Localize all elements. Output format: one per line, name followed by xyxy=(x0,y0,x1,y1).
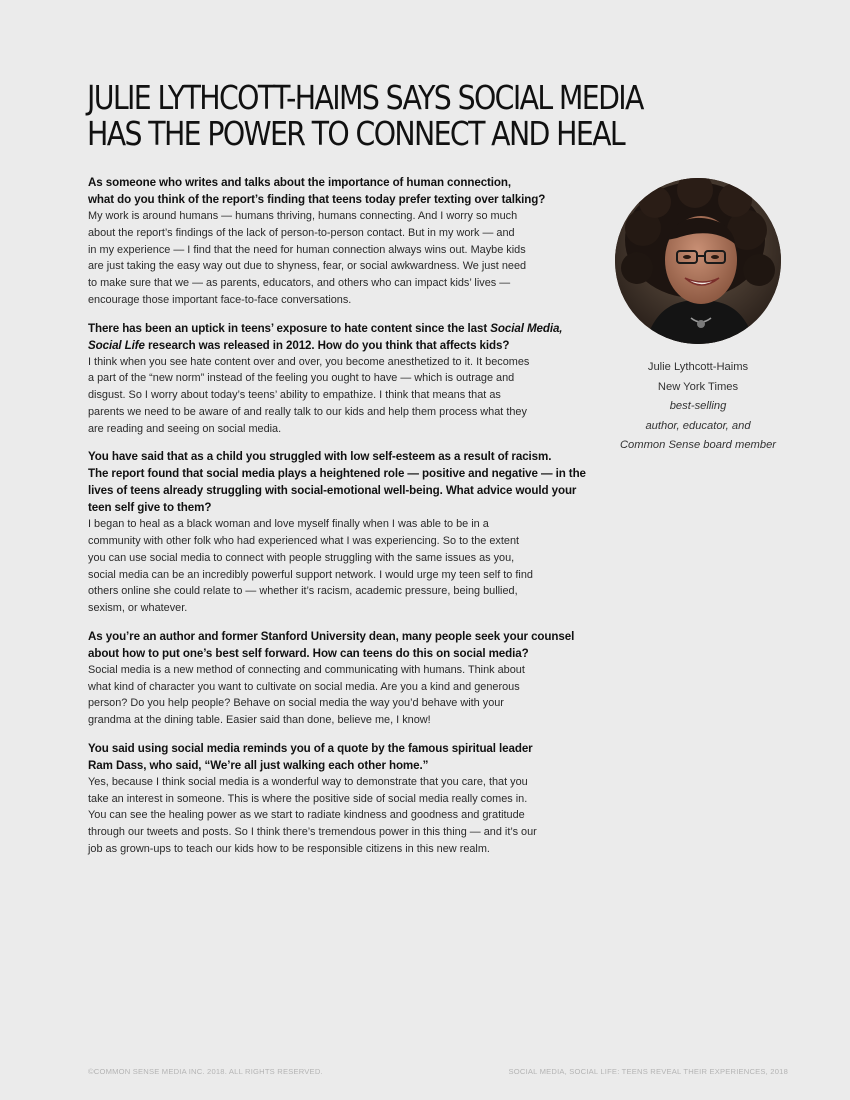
question-5-line: You said using social media reminds you of a quote by the famous spiritual leader xyxy=(88,741,533,755)
answer-1-line: in my experience — I find that the need for human connection always wins out. Maybe kids xyxy=(88,243,526,256)
answer-5-line: take an interest in someone. This is where the positive side of social media really comes in. xyxy=(88,792,528,805)
answer-1-line: to make sure that we — as parents, educators, and others who can impact kids’ lives — xyxy=(88,277,511,289)
page-title-line-2: HAS THE POWER TO CONNECT AND HEAL xyxy=(87,114,625,153)
question-3-line: teen self give to them? xyxy=(88,501,212,515)
answer-1-line: My work is around humans — humans thriving, humans connecting. And I worry so much xyxy=(88,210,518,222)
qa-block-4 xyxy=(88,628,574,729)
answer-4-line: Social media is a new method of connecting and communicating with humans. Think about xyxy=(88,663,525,676)
answer-3-line: others online she could relate to — whether it’s racism, academic pressure, being bullied, xyxy=(88,585,518,598)
portrait-photo xyxy=(615,178,781,344)
answer-4-line: grandma at the dining table. Easier said than done, believe me, I know! xyxy=(88,714,431,726)
question-2-text: research was released in 2012. How do you think that affects kids? xyxy=(144,338,510,352)
footer-copyright: ©COMMON SENSE MEDIA INC. 2018. ALL RIGHTS RESERVED. xyxy=(88,1067,323,1076)
caption-italic: Common Sense board member xyxy=(619,439,777,452)
question-1-line: what do you think of the report’s finding that teens today prefer texting over talking? xyxy=(88,193,546,206)
answer-4 xyxy=(88,662,574,729)
answer-5-line: Yes, because I think social media is a wonderful way to demonstrate that you care, that you xyxy=(88,775,528,788)
footer-report-title: SOCIAL MEDIA, SOCIAL LIFE: TEENS REVEAL THEIR EXPERIENCES, 2018 xyxy=(508,1067,788,1076)
caption-line xyxy=(598,436,798,456)
caption-line xyxy=(598,378,798,417)
answer-3-line: community with other folk who had experienced what I was experiencing. So to the extent xyxy=(88,535,520,547)
answer-1-line: are just taking the easy way out due to shyness, fear, or social awkwardness. We just need xyxy=(88,260,527,273)
answer-5-line: through our tweets and posts. So I think there’s tremendous power in this thing — and it’s our xyxy=(88,826,537,838)
question-1 xyxy=(88,174,574,208)
answer-2 xyxy=(88,354,574,438)
answer-4-line: what kind of character you want to cultivate on social media. Are you a kind and generous xyxy=(88,680,520,693)
page-title-line-1: JULIE LYTHCOTT-HAIMS SAYS SOCIAL MEDIA xyxy=(87,78,643,117)
answer-1-line: about the report’s findings of the lack of person-to-person contact. But in my work — and xyxy=(88,226,515,239)
answer-5-line: job as grown-ups to teach our kids how to be responsible citizens in this new realm. xyxy=(88,842,490,855)
qa-block-1 xyxy=(88,174,574,309)
caption-name: Julie Lythcott-Haims xyxy=(647,361,749,373)
caption-italic: best-selling xyxy=(669,400,727,413)
report-title-italic: Social Media, xyxy=(490,321,563,335)
question-4-line: As you’re an author and former Stanford University dean, many people seek your counsel xyxy=(88,629,575,643)
qa-block-5 xyxy=(88,740,574,858)
answer-5 xyxy=(88,774,574,858)
question-4-line: about how to put one’s best self forward. How can teens do this on social media? xyxy=(88,646,529,660)
answer-4-line: person? Do you help people? Behave on social media the way you’d behave with your xyxy=(88,697,504,710)
answer-3-line: sexism, or whatever. xyxy=(88,602,188,614)
qa-block-2 xyxy=(88,320,574,438)
question-4 xyxy=(88,628,574,662)
answer-2-line: I think when you see hate content over and over, you become anesthetized to it. It becomes xyxy=(88,355,530,368)
question-5 xyxy=(88,740,574,774)
portrait-caption xyxy=(598,358,798,456)
answer-1-line: encourage those important face-to-face conversations. xyxy=(88,293,352,306)
answer-2-line: a part of the “new norm” instead of the feeling you ought to have — which is outrage and xyxy=(88,372,515,385)
question-3-line: lives of teens already struggling with social-emotional well-being. What advice would your xyxy=(88,484,577,498)
portrait-illustration xyxy=(615,178,781,344)
question-2-text: There has been an uptick in teens’ exposure to hate content since the last xyxy=(88,321,491,335)
caption-line xyxy=(598,417,798,437)
answer-2-line: disgust. So I worry about today’s teens’ ability to empathize. I think that means that as xyxy=(88,389,501,401)
page-title xyxy=(87,78,643,153)
answer-5-line: You can see the healing power as we start to radiate kindness and goodness and gratitude xyxy=(88,809,525,822)
qa-block-3 xyxy=(88,448,586,617)
answer-3 xyxy=(88,516,574,617)
question-3-line: You have said that as a child you struggled with low self-esteem as a result of racism. xyxy=(88,450,552,464)
answer-3-line: you can use social media to connect with people struggling with the same issues as you, xyxy=(88,551,515,564)
answer-3-line: I began to heal as a black woman and love myself finally when I was able to be in a xyxy=(88,518,489,531)
question-2-line xyxy=(88,320,574,337)
question-3-line: The report found that social media plays a heightened role — positive and negative — in the xyxy=(88,467,586,481)
interview xyxy=(88,174,586,869)
question-2-line xyxy=(88,337,574,354)
question-1-line: As someone who writes and talks about the importance of human connection, xyxy=(88,176,512,189)
answer-1 xyxy=(88,208,574,309)
answer-2-line: parents we need to be aware of and really talk to our kids and help them process what they xyxy=(88,405,527,418)
answer-3-line: social media can be an incredibly powerful support network. I would urge my teen self to find xyxy=(88,568,533,581)
caption-publication: New York Times xyxy=(657,380,739,393)
question-2 xyxy=(88,320,574,354)
answer-2-line: are reading and seeing on social media. xyxy=(88,422,282,435)
report-title-italic: Social Life xyxy=(88,338,145,352)
caption-italic: author, educator, and xyxy=(645,419,751,432)
question-5-line: Ram Dass, who said, “We’re all just walking each other home.” xyxy=(88,758,429,772)
question-3 xyxy=(88,448,586,516)
